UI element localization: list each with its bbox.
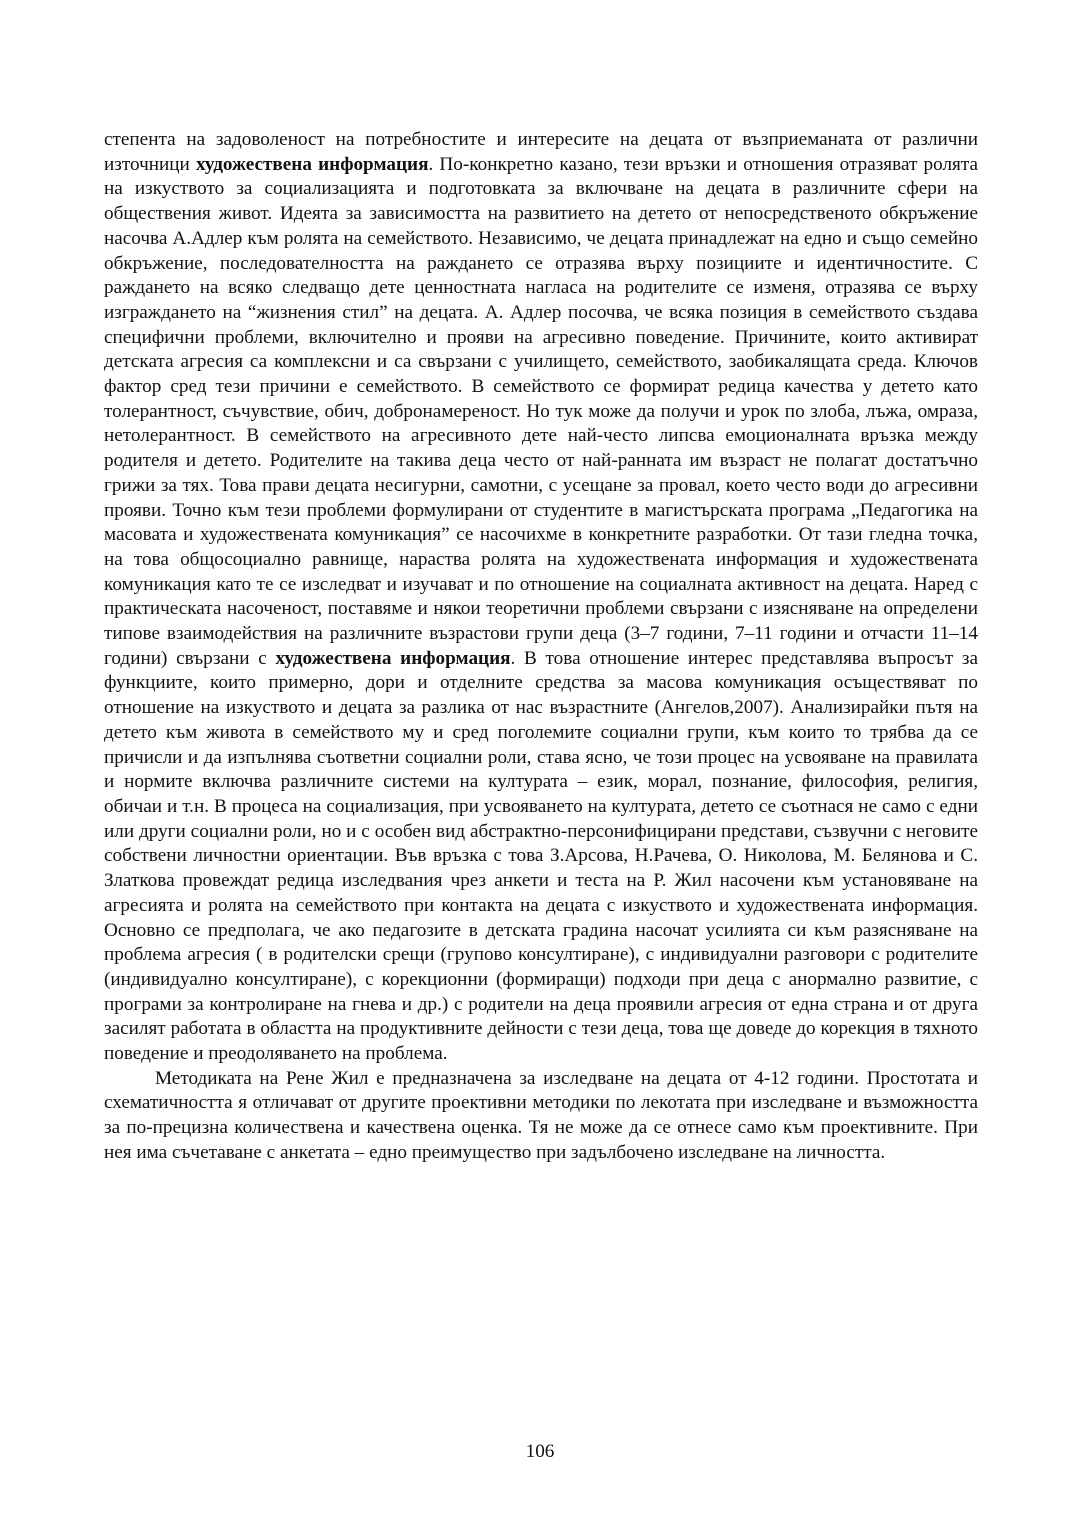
paragraph-1-text-2: . По-конкретно казано, тези връзки и отношения отразяват ролята на изкуството за социализацията и подготовката за включване на децата в различните сфери на обществения живот. Идеята за зависимостта на развитието на детето от непосредственото обкръжение насочва А.Адлер към ролята на семейството. Независимо, че децата принадлежат на едно и също семейно обкръжение, последователността на раждането се отразява върху позициите и идентичностите. С раждането на всяко следващо дете ценностната нагласа на родителите се изменя, отразява се върху изграждането на “жизнения стил” на децата. А. Адлер посочва, че всяка позиция в семейството създава специфични проблеми, включително и прояви на агресивно поведение. Причините, които активират детската агресия са комплексни и са свързани с училището, семейството, заобикалящата среда. Ключов фактор сред тези причини е семейството. В семейството се формират редица качества у детето като толерантност, съчувствие, обич, добронамереност. Но тук може да получи и урок по злоба, лъжа, омраза, нетолерантност. В семейството на агресивното дете най-често липсва емоционалната връзка между родителя и детето. Родителите на такива деца често от най-ранната им възраст не полагат достатъчно грижи за тях. Това прави децата несигурни, самотни, с усещане за провал, което често води до агресивни прояви. Точно към тези проблеми формулирани от студентите в магистърската програма „Педагогика на масовата и художествената комуникация” се насочихме в конкретните разработки. От тази гледна точка, на това общосоциално равнище, нараства ролята на художествената информация и художествената комуникация като те се изследват и изучават и по отношение на социалната активност на децата. Наред с практическата насоченост, поставяме и някои теоретични проблеми свързани с изясняване на определени типове взаимодействия на различните възрастови групи деца (3–7 години, 7–11 години и отчасти 11–14 години) свързани с [104,153,978,669]
paragraph-2: Методиката на Рене Жил е предназначена за изследване на децата от 4-12 години. Простотата и схематичността я отличават от другите проективни методики по лекотата при изследване и възможността за по-прецизна количествена и качествена оценка. Тя не може да се отнесе само към проективните. При нея има съчетаване с анкетата – едно преимущество при задълбочено изследване на личността. [104,1067,978,1163]
paragraph-1-text-3: . В това отношение интерес представлява въпросът за функциите, които примерно, дори и отделните средства за масова комуникация осъществяват по отношение на изкуството и децата за разлика от нас възрастните (Ангелов,2007). Анализирайки пътя на детето към живота в семейството му и сред поголемите социални групи, към които то трябва да се причисли и да изпълнява съответни социални роли, става ясно, че този процес на усвояване на правилата и нормите включва различните системи на културата – език, морал, познание, философия, религия, обичаи и т.н. В процеса на социализация, при усвояването на културата, детето се съотнася не само с едни или други социални роли, но и с особен вид абстрактно-персонифицирани представи, съзвучни с неговите собствени личностни ориентации. Във връзка с това З.Арсова, Н.Рачева, О. Николова, М. Белянова и С. Златкова провеждат редица изследвания чрез анкети и теста на Р. Жил насочени към установяване на агресията и ролята на семейството при контакта на децата с изкуството и художествената информация. Основно се предполага, че ако педагозите в детската градина насочат усилията си към разясняване на проблема агресия ( в родителски срещи (групово консултиране), с индивидуални разговори с родителите (индивидуално консултиране), с корекционни (формиращи) подходи при деца с анормално развитие, с програми за контролиране на гнева и др.) с родители на деца проявили агресия от една страна и от друга засилят работата в областта на продуктивните дейности с тези деца, това ще доведе до корекция в тяхното поведение и преодоляването на проблема. [104,647,979,1065]
paragraph-1-text-1: степента на задоволеност на потребностите и интересите на децата от възприеманата от различни източници [104,129,978,175]
emphasis-artistic-information-2: художествена информация [275,647,511,669]
body-text [104,128,978,1166]
paragraph-1 [104,128,978,1067]
page-number: 106 [525,1441,555,1462]
emphasis-artistic-information-1: художествена информация [195,153,429,175]
